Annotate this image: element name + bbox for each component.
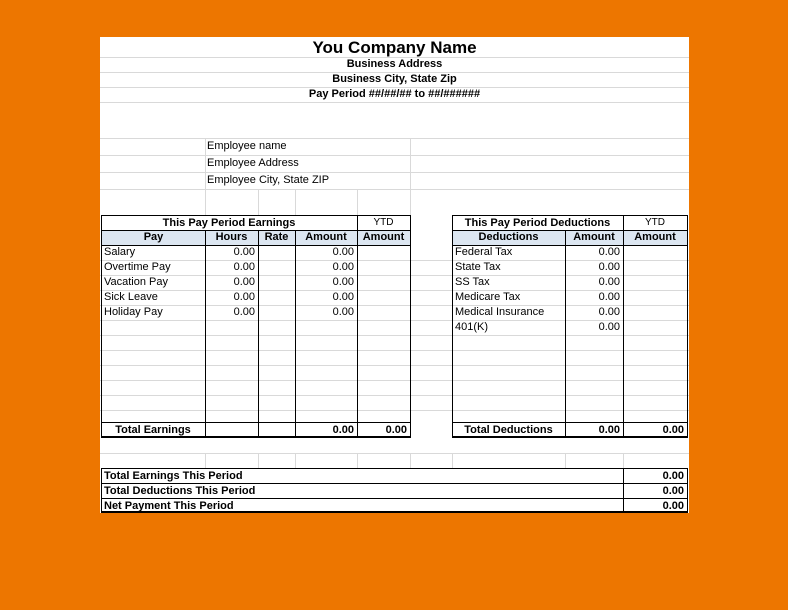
table-border <box>101 468 102 513</box>
employee-city-state-zip[interactable]: Employee City, State ZIP <box>207 174 330 186</box>
earnings-total-ytd[interactable]: 0.00 <box>385 424 407 436</box>
table-border <box>687 468 688 513</box>
gridline <box>452 453 453 468</box>
deductions-col-ytd-amount: Amount <box>634 231 676 243</box>
gridline <box>623 453 624 468</box>
gridline <box>100 453 689 454</box>
deductions-total-amount[interactable]: 0.00 <box>598 424 620 436</box>
table-border <box>357 215 358 438</box>
deductions-row-amount[interactable]: 0.00 <box>598 261 620 273</box>
summary-row-value[interactable]: 0.00 <box>662 500 684 512</box>
gridline <box>100 410 689 411</box>
earnings-row-hours[interactable]: 0.00 <box>233 276 255 288</box>
gridline <box>410 453 411 468</box>
gridline <box>100 365 689 366</box>
gridline <box>357 453 358 468</box>
deductions-row-label: Federal Tax <box>455 246 513 258</box>
earnings-row-hours[interactable]: 0.00 <box>233 291 255 303</box>
table-border <box>101 215 102 438</box>
earnings-row-label: Salary <box>104 246 136 258</box>
gridline <box>295 189 296 215</box>
summary-row-value[interactable]: 0.00 <box>662 485 684 497</box>
deductions-row-label: State Tax <box>455 261 501 273</box>
summary-row-label: Net Payment This Period <box>104 500 234 512</box>
deductions-row-amount[interactable]: 0.00 <box>598 246 620 258</box>
deductions-row-amount[interactable]: 0.00 <box>598 306 620 318</box>
earnings-row-label: Holiday Pay <box>104 306 163 318</box>
gridline <box>100 335 689 336</box>
paystub-document <box>100 37 689 513</box>
gridline <box>100 102 689 103</box>
gridline <box>205 138 206 215</box>
deductions-total-ytd[interactable]: 0.00 <box>662 424 684 436</box>
gridline <box>357 189 358 215</box>
gridline <box>258 189 259 215</box>
table-border <box>623 215 624 438</box>
gridline <box>100 380 689 381</box>
earnings-row-label: Overtime Pay <box>104 261 171 273</box>
deductions-row-amount[interactable]: 0.00 <box>598 321 620 333</box>
earnings-table-title: This Pay Period Earnings <box>162 217 296 229</box>
earnings-row-amount[interactable]: 0.00 <box>332 276 354 288</box>
company-city-state-zip[interactable]: Business City, State Zip <box>332 73 457 85</box>
earnings-row-hours[interactable]: 0.00 <box>233 306 255 318</box>
deductions-row-label: SS Tax <box>455 276 490 288</box>
gridline <box>100 395 689 396</box>
earnings-row-label: Sick Leave <box>104 291 158 303</box>
gridline <box>258 453 259 468</box>
deductions-table-title: This Pay Period Deductions <box>464 217 611 229</box>
gridline <box>410 138 411 215</box>
table-border <box>258 230 259 438</box>
summary-row-value[interactable]: 0.00 <box>662 470 684 482</box>
earnings-ytd-header: YTD <box>373 217 394 228</box>
company-name[interactable]: You Company Name <box>312 38 477 57</box>
pay-period[interactable]: Pay Period ##/##/## to ##/###### <box>308 88 481 100</box>
deductions-ytd-header: YTD <box>645 217 665 228</box>
earnings-row-hours[interactable]: 0.00 <box>233 261 255 273</box>
earnings-row-amount[interactable]: 0.00 <box>332 246 354 258</box>
company-address[interactable]: Business Address <box>346 58 443 70</box>
deductions-row-label: Medical Insurance <box>455 306 545 318</box>
earnings-col-hours: Hours <box>215 231 248 243</box>
table-border <box>410 215 411 438</box>
earnings-row-amount[interactable]: 0.00 <box>332 261 354 273</box>
deductions-row-label: Medicare Tax <box>455 291 521 303</box>
gridline <box>295 453 296 468</box>
earnings-col-pay: Pay <box>143 231 164 243</box>
earnings-col-amount: Amount <box>305 231 347 243</box>
table-border <box>452 215 453 438</box>
deductions-total-label: Total Deductions <box>464 424 553 436</box>
earnings-col-ytd-amount: Amount <box>362 231 405 243</box>
earnings-row-hours[interactable]: 0.00 <box>233 246 255 258</box>
deductions-row-label: 401(K) <box>455 321 489 333</box>
table-border <box>687 215 688 438</box>
gridline <box>205 453 206 468</box>
earnings-col-rate: Rate <box>264 231 289 243</box>
gridline <box>565 453 566 468</box>
earnings-total-amount[interactable]: 0.00 <box>332 424 354 436</box>
summary-row-label: Total Deductions This Period <box>104 485 256 497</box>
employee-address[interactable]: Employee Address <box>207 157 299 169</box>
deductions-row-amount[interactable]: 0.00 <box>598 291 620 303</box>
deductions-row-amount[interactable]: 0.00 <box>598 276 620 288</box>
deductions-col-amount: Amount <box>573 231 615 243</box>
earnings-total-label: Total Earnings <box>115 424 191 436</box>
gridline <box>100 189 689 190</box>
earnings-row-amount[interactable]: 0.00 <box>332 291 354 303</box>
earnings-row-amount[interactable]: 0.00 <box>332 306 354 318</box>
deductions-col-deductions: Deductions <box>478 231 539 243</box>
summary-row-label: Total Earnings This Period <box>104 470 243 482</box>
gridline <box>100 350 689 351</box>
employee-name[interactable]: Employee name <box>207 140 287 152</box>
earnings-row-label: Vacation Pay <box>104 276 169 288</box>
